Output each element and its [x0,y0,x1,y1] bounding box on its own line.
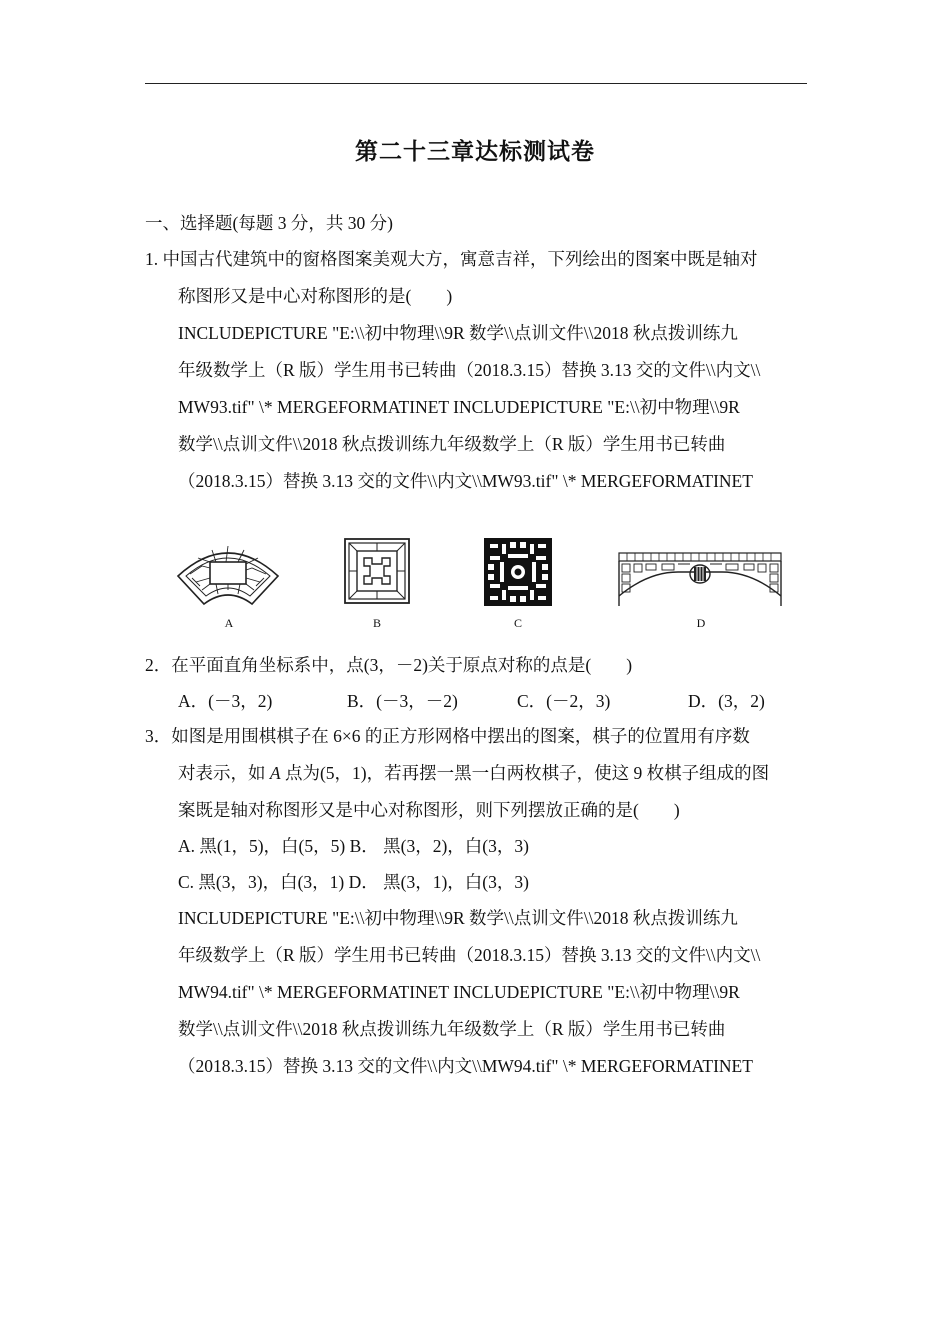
q1-include-5: （2018.3.15）替换 3.13 交的文件\\内文\\MW93.tif" \* MERGEFORMATINET [178,471,753,491]
q2-text: 2．在平面直角坐标系中，点(3，－2)关于原点对称的点是( ) [145,655,633,675]
q3-text-post: 点为(5，1)，若再摆一黑一白两枚棋子，使这 9 枚棋子组成的图 [280,763,770,783]
q3-text: 3．如图是用围棋棋子在 6×6 的正方形网格中摆出的图案，棋子的位置用有序数 [145,726,750,746]
q1-figures [170,538,790,634]
q3-options-ab: A. 黑(1，5)，白(5，5) B． 黑(3，2)，白(3，3) [178,836,529,856]
q3-point-a-var: A [269,763,281,783]
figure-d-label: D [696,616,706,630]
page-title: 第二十三章达标测试卷 [355,139,595,164]
figure-c-label: C [513,616,522,630]
section-heading: 一、选择题(每题 3 分，共 30 分) [145,213,393,233]
figure-b-label: B [372,616,381,630]
q3-include-2: 年级数学上（R 版）学生用书已转曲（2018.3.15）替换 3.13 交的文件\\内文\\ [178,945,761,965]
figure-d-eave-lattice [618,552,782,608]
q1-include-3: MW93.tif" \* MERGEFORMATINET INCLUDEPICTURE "E:\\初中物理\\9R [178,397,740,417]
q3-text-pre: 对表示，如 [178,763,270,783]
q3-include-1: INCLUDEPICTURE "E:\\初中物理\\9R 数学\\点训文件\\2018 秋点拨训练九 [178,908,738,928]
q1-text-cont: 称图形又是中心对称图形的是( ) [178,286,453,306]
q3-include-5: （2018.3.15）替换 3.13 交的文件\\内文\\MW94.tif" \* MERGEFORMATINET [178,1056,753,1076]
q3-options-cd: C. 黑(3，3)，白(3，1) D． 黑(3，1)，白(3，3) [178,872,529,892]
q3-text-cont-2: 案既是轴对称图形又是中心对称图形，则下列摆放正确的是( ) [178,800,680,820]
figure-a-label: A [224,616,234,630]
header-rule [145,83,807,84]
q2-option-a: A．(－3，2) [178,691,273,711]
q1-include-4: 数学\\点训文件\\2018 秋点拨训练九年级数学上（R 版）学生用书已转曲 [178,434,726,454]
q2-option-b: B．(－3，－2) [347,691,458,711]
q1-text: 1. 中国古代建筑中的窗格图案美观大方，寓意吉祥，下列绘出的图案中既是轴对 [145,249,758,269]
figure-c-dense-lattice [484,538,552,606]
q2-option-c: C．(－2，3) [517,691,611,711]
q1-include-2: 年级数学上（R 版）学生用书已转曲（2018.3.15）替换 3.13 交的文件\\内文\\ [178,360,761,380]
q1-include-1: INCLUDEPICTURE "E:\\初中物理\\9R 数学\\点训文件\\2018 秋点拨训练九 [178,323,738,343]
q3-include-3: MW94.tif" \* MERGEFORMATINET INCLUDEPICTURE "E:\\初中物理\\9R [178,982,740,1002]
figure-a-fan-lattice [176,538,280,618]
q3-text-cont [178,761,769,785]
figure-b-square-lattice [344,538,410,604]
q2-option-d: D．(3，2) [688,691,765,711]
q3-include-4: 数学\\点训文件\\2018 秋点拨训练九年级数学上（R 版）学生用书已转曲 [178,1019,726,1039]
